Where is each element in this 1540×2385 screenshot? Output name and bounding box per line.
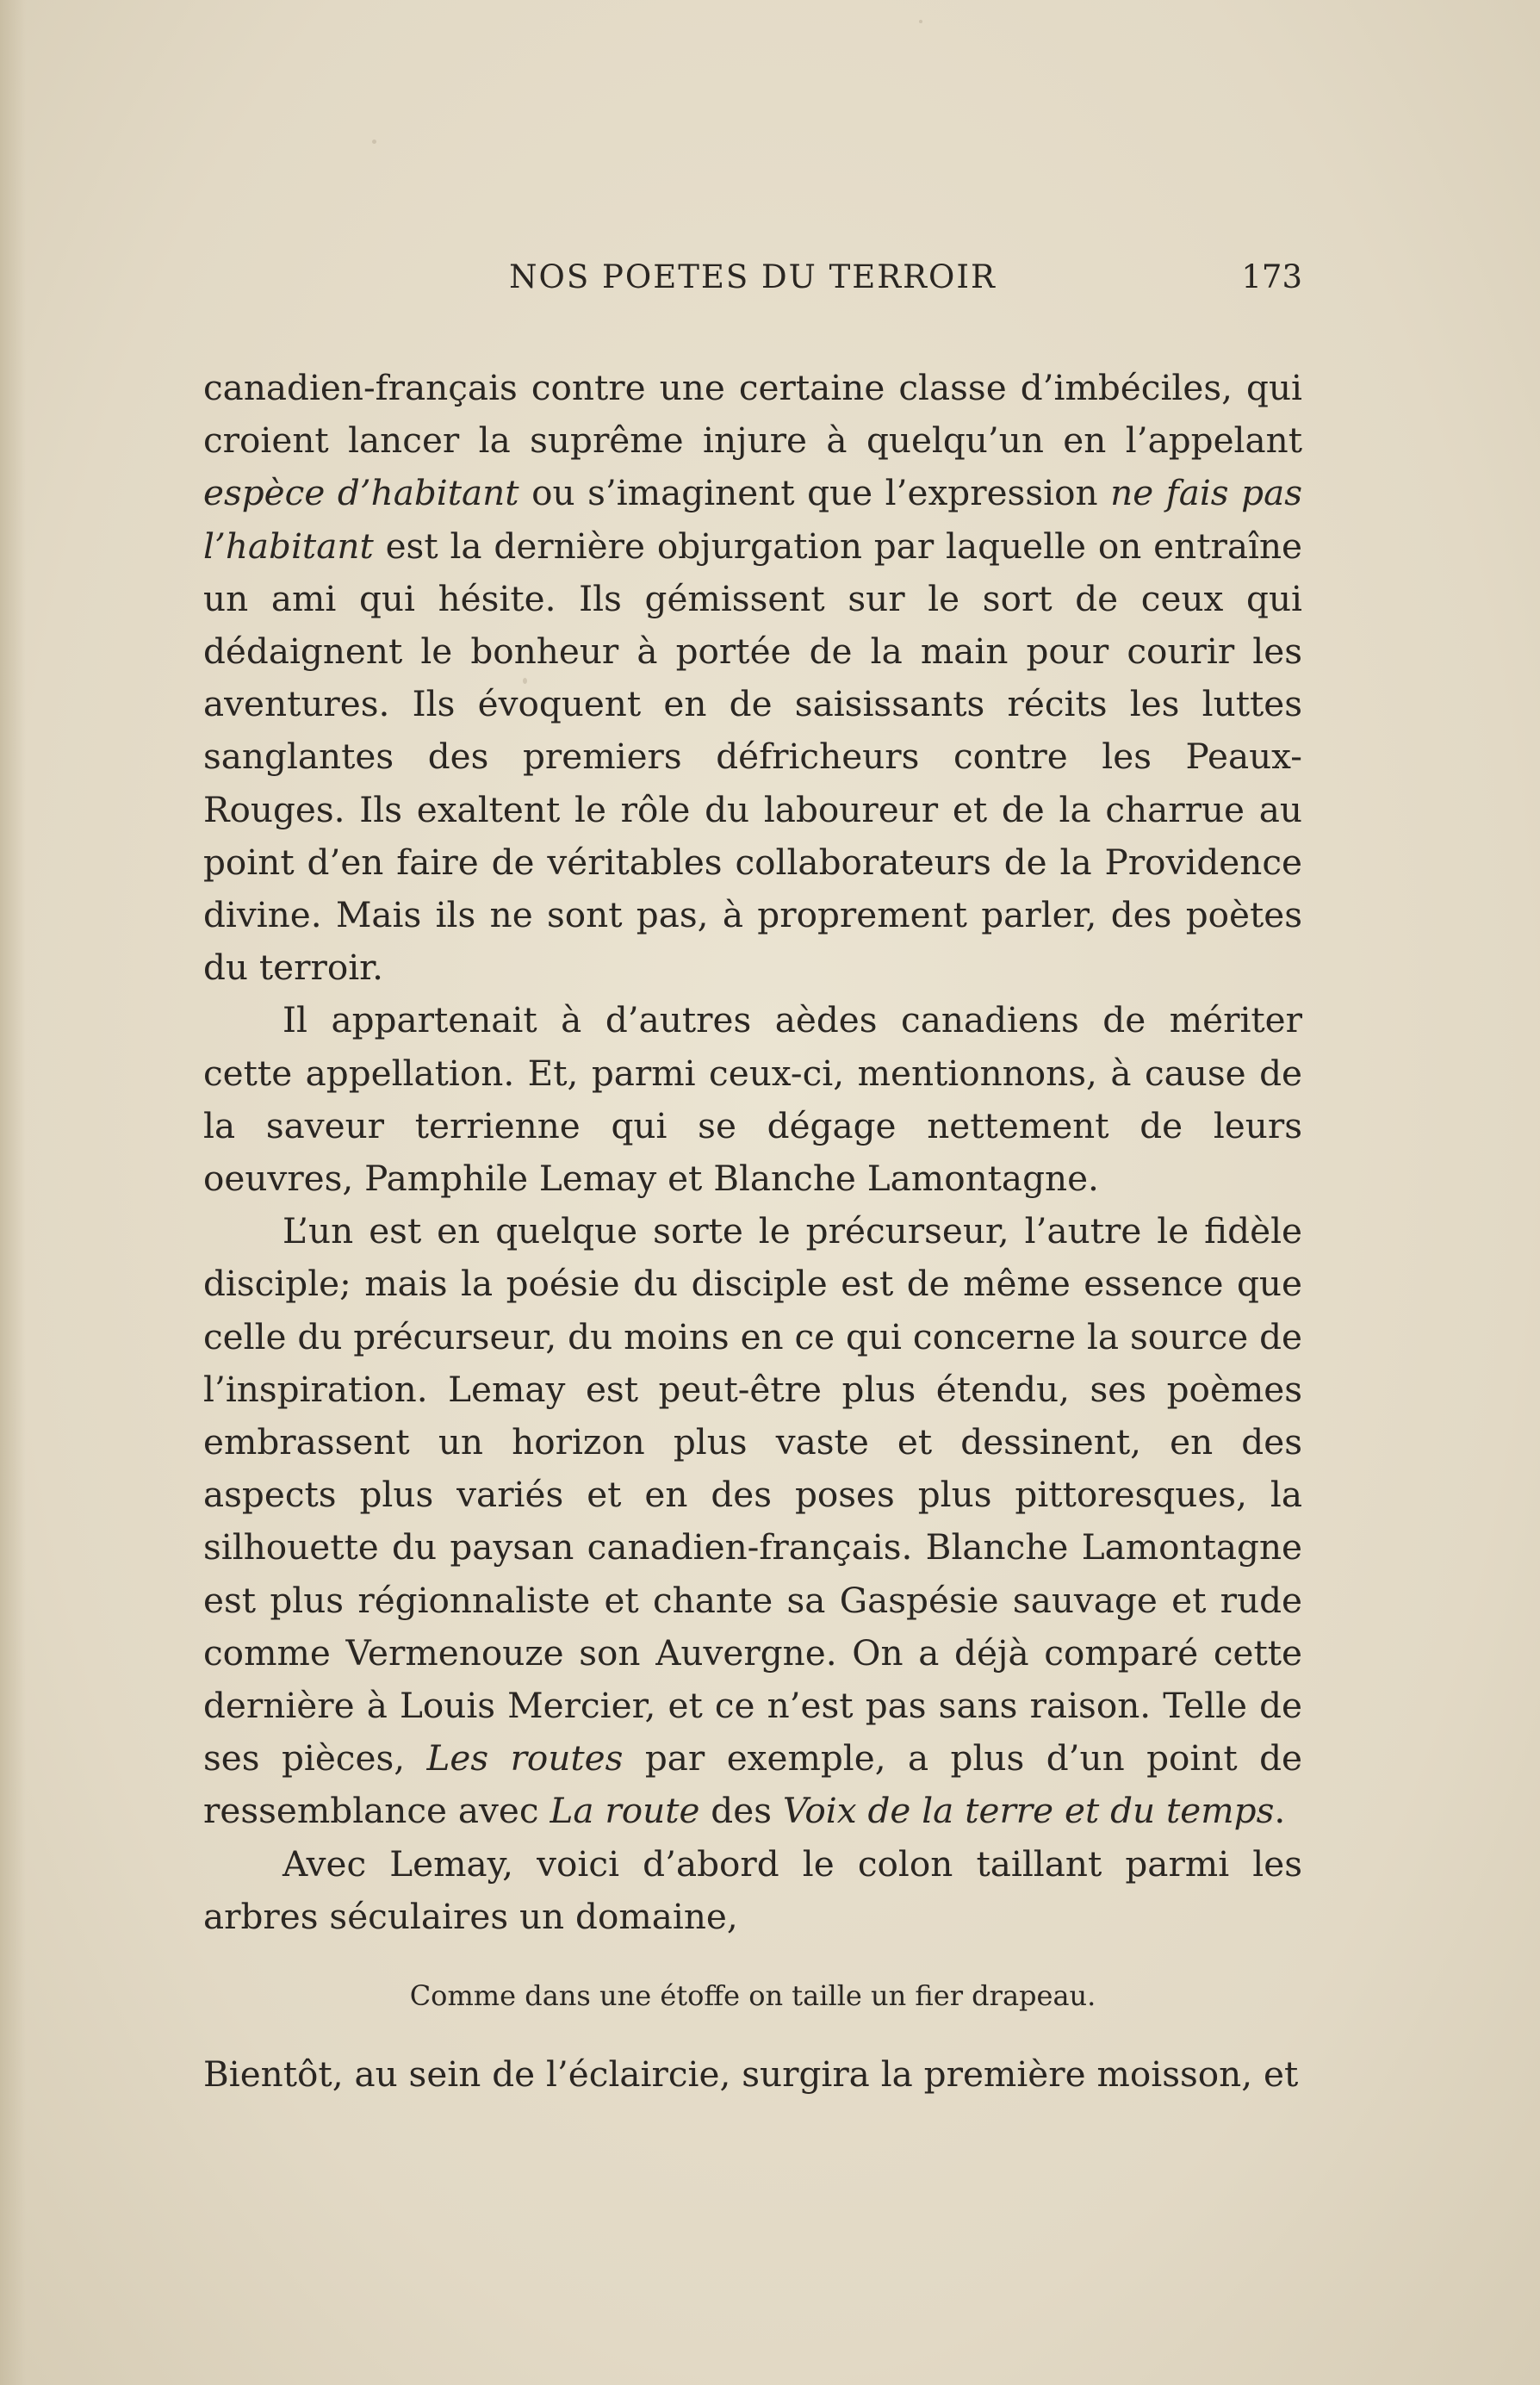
- page-edge-shadow: [0, 0, 26, 2385]
- italic-title: La route: [550, 1790, 700, 1832]
- running-head: NOS POETES DU TERROIR: [509, 258, 997, 295]
- paper-speck: [372, 140, 376, 144]
- body-text: [203, 362, 1302, 2101]
- paragraph: Il appartenait à d’autres aèdes canadiens de mériter cette appellation. Et, parmi ceux-ci, mentionnons, à cause de la saveur terrienne qui se dégage nettement de leurs oeuvres, Pamphile Lemay et Blanche Lamontagne.: [203, 999, 1302, 1200]
- italic-title: Les routes: [426, 1737, 624, 1779]
- text-run: L’un est en quelque sorte le précurseur, l’autre le fidèle disciple; mais la poésie du disciple est de même essence que celle du précurseur, du moins en ce qui concerne la source de l’inspiration. Lemay est peut-être plus étendu, ses poèmes embrassent un horizon plus vaste et dessinent, en des aspects plus variés et en des poses plus pittoresques, la silhouette du paysan canadien-français. Blanche Lamontagne est plus régionnaliste et chante sa Gaspésie sauvage et rude comme Vermenouze son Auvergne. On a déjà comparé cette dernière à Louis Mercier, et ce n’est pas sans raison. Telle de ses pièces,: [203, 1210, 1302, 1779]
- text-run: par exemple, a plus d’un point de ressemblance avec: [203, 1737, 1303, 1832]
- italic-phrase: espèce d’habitant: [203, 472, 519, 514]
- italic-title: Voix de la terre et du temps: [782, 1790, 1275, 1832]
- italic-phrase: ne fais pas l’habitant: [203, 472, 1303, 567]
- paragraph: Avec Lemay, voici d’abord le colon taillant parmi les arbres séculaires un domaine,: [203, 1842, 1302, 1937]
- text-run: est la dernière objurgation par laquelle on entraîne un ami qui hésite. Ils gémissent sur le sort de ceux qui dédaignent le bonheur à portée de la main pour courir les aventures. Ils évoquent en de saisissants récits les luttes sanglantes des premiers défricheurs contre les Peaux-Rouges. Ils exaltent le rôle du laboureur et de la charrue au point d’en faire de véritables collaborateurs de la Providence divine. Mais ils ne sont pas, à proprement parler, des poètes du terroir.: [203, 525, 1302, 989]
- page-number: 173: [1241, 258, 1302, 295]
- paragraph: [203, 1205, 1302, 1837]
- page-header: [203, 258, 1302, 310]
- paper-speck: [919, 20, 922, 23]
- text-run: canadien-français contre une certaine classe d’imbéciles, qui croient lancer la suprême injure à quelqu’un en l’appelant: [203, 367, 1302, 462]
- verse-quotation: Comme dans une étoffe on taille un fier drapeau.: [409, 1979, 1096, 2013]
- paragraph: Bientôt, au sein de l’éclaircie, surgira la première moisson, et: [203, 2053, 1299, 2096]
- text-run: .: [1274, 1790, 1286, 1832]
- text-run: des: [699, 1790, 783, 1832]
- paragraph: [203, 362, 1302, 994]
- text-run: ou s’imaginent que l’expression: [519, 472, 1111, 514]
